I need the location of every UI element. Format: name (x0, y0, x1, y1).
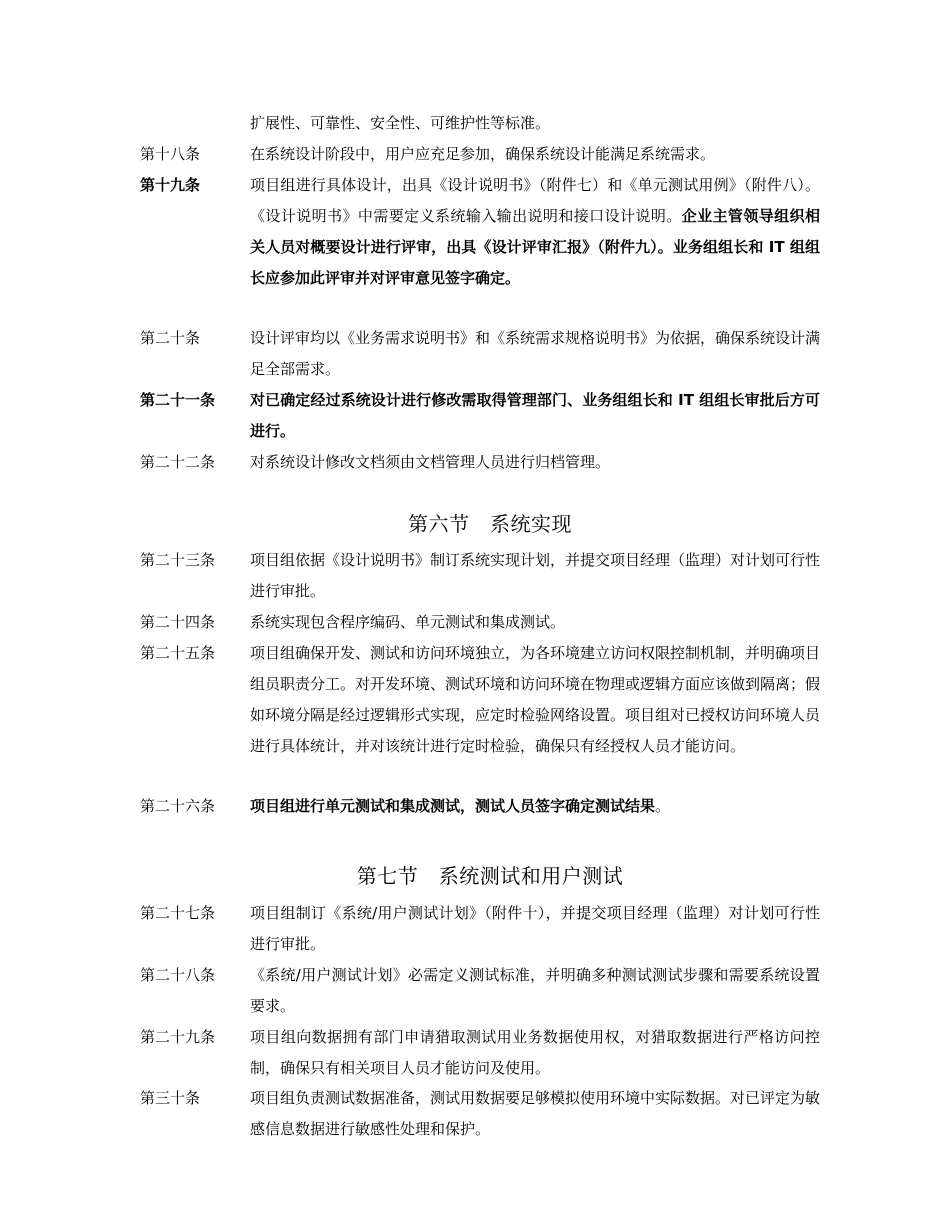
article-number: 第二十二条 (140, 453, 216, 471)
article-text: 对已确定经过系统设计进行修改需取得管理部门、业务组组长和 IT 组组长审批后方可进行。 (250, 391, 820, 440)
article-20 (140, 323, 820, 385)
article-continuation (140, 108, 820, 139)
article-text: 项目组向数据拥有部门申请猎取测试用业务数据使用权，对猎取数据进行严格访问控制，确保只有相关项目人员才能访问及使用。 (250, 1028, 820, 1077)
article-text-normal: 项目组进行具体设计，出具《设计说明书》（附件七）和《单元测试用例》（附件八）。《设计说明书》中需要定义系统输入输出说明和接口设计说明。 (250, 176, 820, 225)
article-text: 项目组确保开发、测试和访问环境独立，为各环境建立访问权限控制机制，并明确项目组员职责分工。对开发环境、测试环境和访问环境在物理或逻辑方面应该做到隔离；假如环境分隔是经过逻辑形式实现，应定时检验网络设置。项目组对已授权访问环境人员进行具体统计，并对该统计进行定时检验，确保只有经授权人员才能访问。 (250, 644, 821, 755)
article-text: 《系统/用户测试计划》必需定义测试标准，并明确多种测试测试步骤和需要系统设置要求。 (250, 966, 820, 1015)
article-text (250, 791, 820, 822)
section-title: 第六节 系统实现 (408, 512, 572, 536)
article-18 (140, 139, 820, 170)
article-24 (140, 607, 820, 638)
article-22 (140, 447, 820, 478)
article-text-tail: 。 (655, 797, 671, 815)
article-number: 第二十一条 (140, 391, 216, 409)
article-number: 第二十五条 (140, 644, 216, 662)
article-number: 第二十三条 (140, 551, 216, 569)
article-text: 系统实现包含程序编码、单元测试和集成测试。 (250, 613, 566, 631)
article-23 (140, 545, 820, 607)
article-number: 第二十四条 (140, 613, 216, 631)
article-text: 设计评审均以《业务需求说明书》和《系统需求规格说明书》为依据，确保系统设计满足全部需求。 (250, 329, 821, 378)
article-text (250, 170, 820, 294)
article-21 (140, 385, 820, 447)
article-27 (140, 898, 820, 960)
article-19 (140, 170, 820, 294)
article-number: 第二十七条 (140, 904, 216, 922)
article-28 (140, 960, 820, 1022)
article-29 (140, 1022, 820, 1084)
article-text-bold: 项目组进行单元测试和集成测试，测试人员签字确定测试结果 (250, 797, 656, 815)
article-25 (140, 638, 820, 762)
article-text: 项目组依据《设计说明书》制订系统实现计划，并提交项目经理（监理）对计划可行性进行审批。 (250, 551, 821, 600)
article-30 (140, 1083, 820, 1145)
article-text: 项目组制订《系统/用户测试计划》（附件十），并提交项目经理（监理）对计划可行性进行审批。 (250, 904, 820, 953)
article-number: 第二十八条 (140, 966, 216, 984)
section-title: 第七节 系统测试和用户测试 (356, 864, 624, 888)
article-text: 项目组负责测试数据准备，测试用数据要足够模拟使用环境中实际数据。对已评定为敏感信息数据进行敏感性处理和保护。 (250, 1089, 821, 1138)
article-text: 扩展性、可靠性、安全性、可维护性等标准。 (250, 114, 551, 132)
article-number: 第二十九条 (140, 1028, 216, 1046)
article-number: 第三十条 (140, 1089, 201, 1107)
article-text: 在系统设计阶段中，用户应充足参加，确保系统设计能满足系统需求。 (250, 145, 716, 163)
article-number: 第二十六条 (140, 797, 216, 815)
article-number: 第十八条 (140, 145, 201, 163)
article-number: 第二十条 (140, 329, 201, 347)
article-text-bold: 企业主管领导组织相关人员对概要设计进行评审，出具《设计评审汇报》（附件九）。业务组组长和 IT 组组长应参加此评审并对评审意见签字确定。 (250, 207, 820, 287)
article-text: 对系统设计修改文档须由文档管理人员进行归档管理。 (250, 453, 611, 471)
article-26 (140, 791, 820, 822)
article-number: 第十九条 (140, 176, 201, 194)
